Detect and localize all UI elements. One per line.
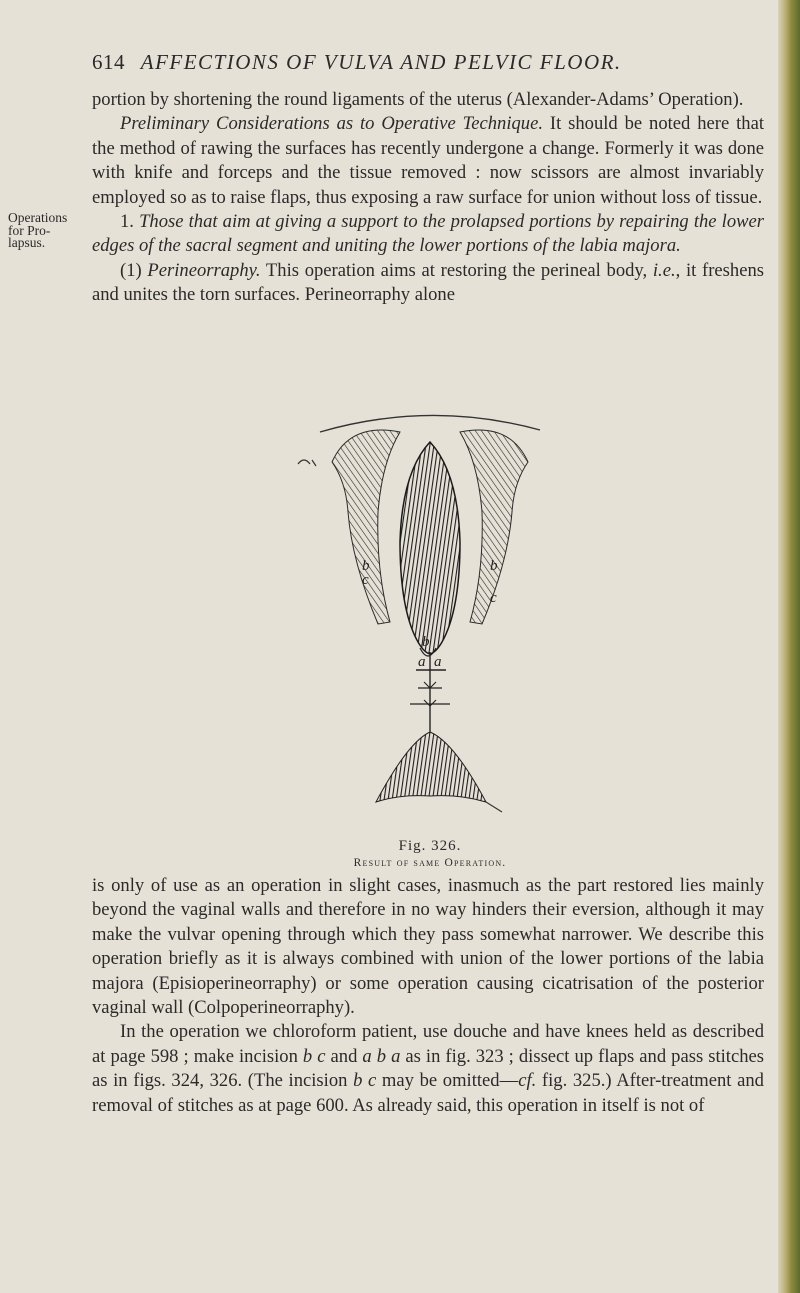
label-b-center: b: [422, 634, 430, 650]
paragraph: In the operation we chloroform patient, use douche and have knees held as described at page 598 ; make incision b c and a b a as in fig. 323 ; dissect up flaps and pass stitches as in figs. 324, 326. (The incision b c may be omitted—cf. fig. 325.) After-treatment and removal of stitches as at page 600. As already said, this operation in itself is not of: [92, 1021, 765, 1116]
body-text-bottom: [92, 874, 764, 1118]
margin-note: [8, 212, 88, 250]
body-text-top: [92, 88, 764, 308]
figure-number: Fig. 326.: [398, 838, 462, 854]
page-edge: [778, 0, 800, 1293]
margin-note-line: lapsus.: [8, 235, 46, 250]
paragraph: (1) Perineorraphy. This operation aims at restoring the perineal body, i.e., it freshens and unites the torn surfaces. Perineorraphy alone: [92, 259, 765, 306]
paragraph: is only of use as an operation in slight cases, inasmuch as the part restored lies mainly beyond the vaginal walls and therefore in no way hinders their eversion, although it may make the vulvar opening through which they pass somewhat narrower. We describe this operation briefly as it is always combined with union of the lower portions of the labia majora (Episioperineorraphy) or some operation causing cicatrisation of the posterior vaginal wall (Colpoperineorraphy).: [92, 875, 764, 1019]
figure-caption: [240, 838, 620, 869]
running-title: AFFECTIONS OF VULVA AND PELVIC FLOOR.: [140, 50, 622, 74]
paragraph-lead: Preliminary Considerations as to Operative Technique.: [120, 113, 543, 135]
running-head: [92, 50, 732, 75]
page-number: 614: [92, 50, 125, 74]
top-contour: [320, 415, 540, 432]
label-a-right: a: [434, 654, 442, 670]
figure-title: Result of same Operation.: [353, 857, 507, 869]
paragraph: Preliminary Considerations as to Operative Technique. It should be noted here that the method of rawing the surfaces has recently undergone a change. Formerly it was done with knife and forceps and the tissue removed : now scissors are almost invariably employed so as to raise flaps, thus exposing a raw surface for union without loss of tissue.: [92, 113, 764, 208]
margin-note-line: for Pro-: [8, 222, 51, 238]
paragraph-lead: Those that aim at giving a support to the prolapsed portions by repairing the lower edges of the sacral segment and uniting the lower portions of the labia majora.: [92, 211, 765, 257]
paragraph: portion by shortening the round ligaments of the uterus (Alexander-Adams’ Operation).: [92, 89, 744, 110]
left-labium: [332, 430, 400, 624]
engraving: [290, 402, 570, 828]
margin-note-line: Operations: [8, 210, 68, 225]
paragraph-lead: Perineorraphy.: [147, 259, 261, 281]
label-b-right: b: [490, 558, 498, 574]
anus: [376, 732, 486, 802]
vaginal-opening: [400, 442, 460, 654]
paragraph: 1. Those that aim at giving a support to the prolapsed portions by repairing the lower edges of the sacral segment and uniting the lower portions of the labia majora.: [92, 211, 765, 257]
label-c-left: c: [362, 572, 369, 588]
figure-illustration: [290, 402, 570, 828]
label-c-right: c: [490, 590, 497, 606]
label-b-left: b: [362, 558, 370, 574]
label-a-left: a: [418, 654, 426, 670]
